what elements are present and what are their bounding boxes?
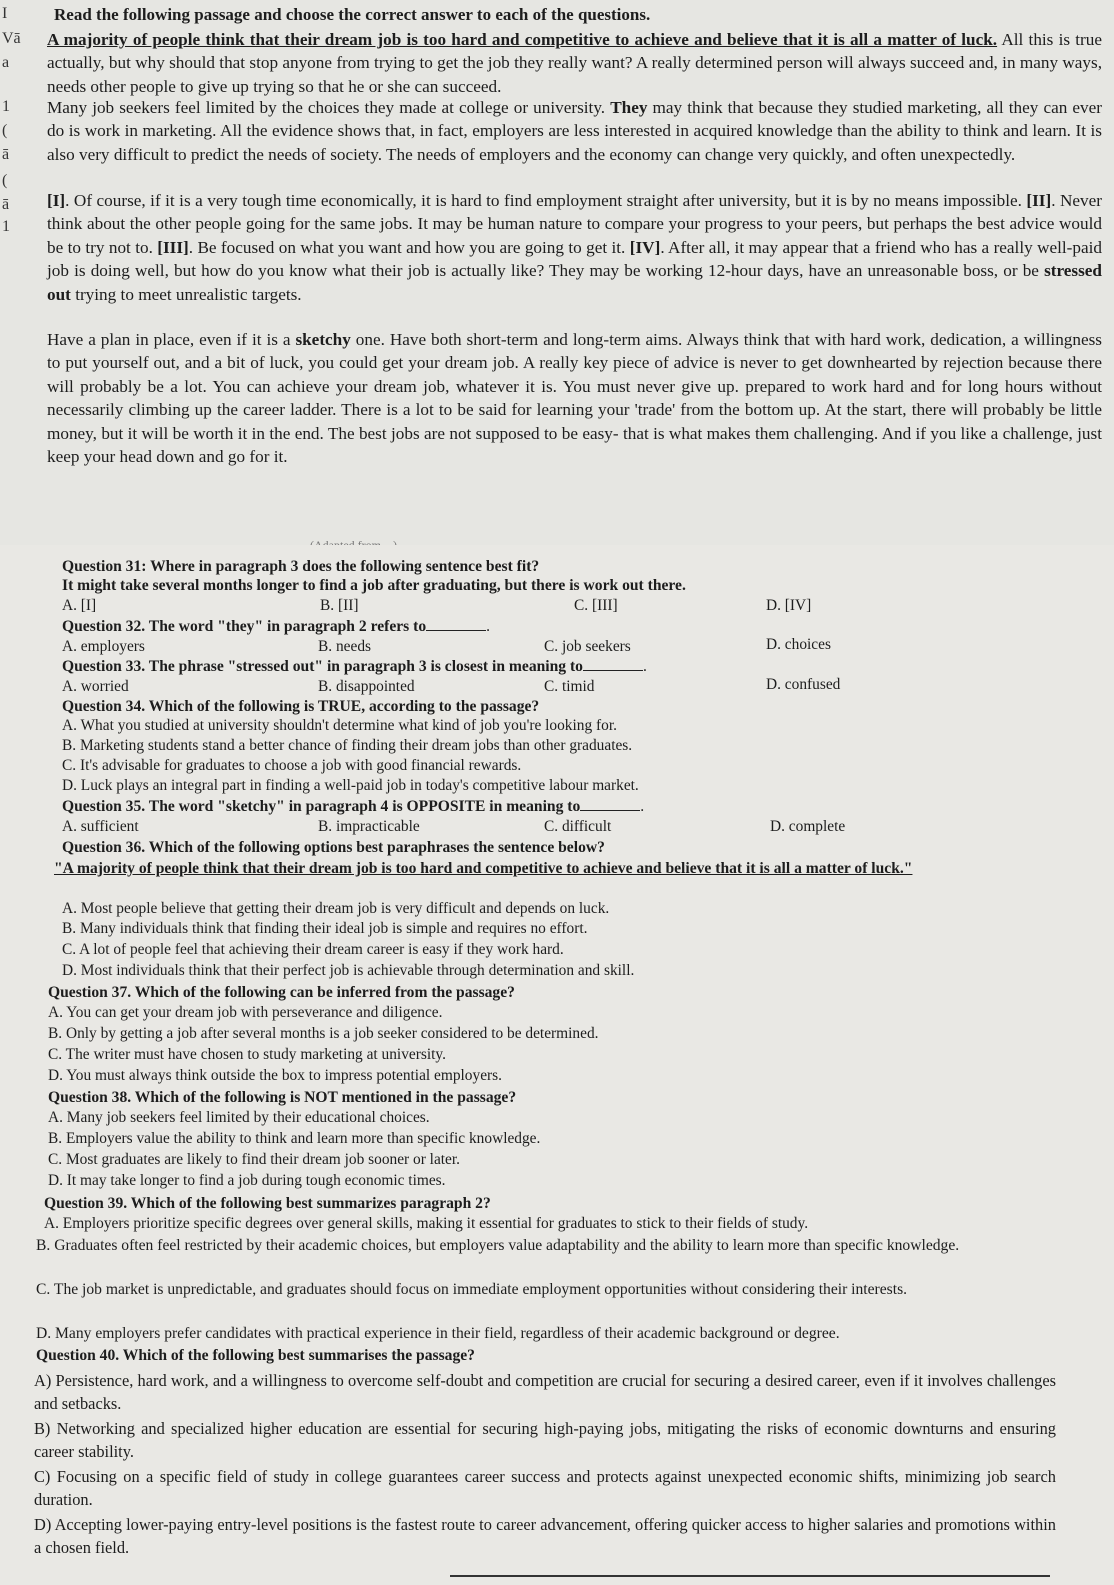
question-35-option-c[interactable]: C. difficult xyxy=(544,818,612,835)
margin-mark: ā xyxy=(2,146,10,163)
question-36-quote: "A majority of people think that their dream job is too hard and competitive to achieve and believe that it is all a matter of luck." xyxy=(54,860,913,877)
question-35-option-d[interactable]: D. complete xyxy=(770,818,846,835)
question-39-stem: Question 39. Which of the following best summarizes paragraph 2? xyxy=(44,1195,491,1212)
bold-phrase-stressed-out: stressed out xyxy=(47,261,1102,304)
question-31-stem: Question 31: Where in paragraph 3 does the following sentence best fit? xyxy=(62,558,540,575)
question-32-option-a[interactable]: A. employers xyxy=(62,638,145,655)
question-36-stem: Question 36. Which of the following options best paraphrases the sentence below? xyxy=(62,839,605,856)
margin-mark: a xyxy=(2,54,10,71)
margin-mark: ā xyxy=(2,196,10,213)
question-32-option-d[interactable]: D. choices xyxy=(766,636,831,653)
question-33-option-a[interactable]: A. worried xyxy=(62,678,129,695)
question-36-option-c[interactable]: C. A lot of people feel that achieving their dream career is easy if they work hard. xyxy=(62,941,564,958)
question-31-option-a[interactable]: A. [I] xyxy=(62,597,97,614)
answer-blank xyxy=(426,618,486,631)
question-35-option-a[interactable]: A. sufficient xyxy=(62,818,139,835)
question-31-option-b[interactable]: B. [II] xyxy=(320,597,359,614)
question-40-option-a[interactable]: A) Persistence, hard work, and a willingness to overcome self-doubt and competition are crucial for securing a desired career, even if it involves challenges and setbacks. xyxy=(34,1371,1056,1413)
question-40-option-c[interactable]: C) Focusing on a specific field of study in college guarantees career success and protects against unexpected economic shifts, minimizing job search duration. xyxy=(34,1467,1056,1509)
underlined-sentence: A majority of people think that their dream job is too hard and competitive to achieve and believe that it is all a matter of luck. xyxy=(47,30,998,49)
question-34-option-a[interactable]: A. What you studied at university shouldn't determine what kind of job you're looking for. xyxy=(62,717,617,734)
question-39-option-a[interactable]: A. Employers prioritize specific degrees over general skills, making it essential for graduates to stick to their fields of study. xyxy=(44,1215,809,1232)
passage-paragraph-4: Have a plan in place, even if it is a sketchy one. Have both short-term and long-term aims. Always think that with hard work, dedication, a willingness to put yourself out, and a bit of luck, you could get your dream job. A really key piece of advice is never to get downhearted by rejection because there will probably be a lot. You can achieve your dream job, whatever it is. You must never give up. prepared to work hard and for long hours without necessarily climbing up the career ladder. There is a lot to be said for learning your 'trade' from the bottom up. At the start, there will probably be little money, but it will be worth it in the end. The best jobs are not supposed to be easy- that is what makes them challenging. And if you like a challenge, just keep your head down and go for it. xyxy=(47,330,1102,467)
answer-blank xyxy=(583,658,643,671)
instructions-heading: Read the following passage and choose the correct answer to each of the questions. xyxy=(54,5,651,24)
question-34-option-d[interactable]: D. Luck plays an integral part in finding a well-paid job in today's competitive labour market. xyxy=(62,777,639,794)
bold-word-sketchy: sketchy xyxy=(295,330,351,349)
margin-mark: 1 xyxy=(2,98,10,115)
question-31-option-d[interactable]: D. [IV] xyxy=(766,597,812,614)
question-35-stem: Question 35. The word "sketchy" in paragraph 4 is OPPOSITE in meaning to . xyxy=(62,798,645,815)
margin-mark: I xyxy=(2,5,8,22)
passage-section xyxy=(0,0,1114,545)
question-37-option-d[interactable]: D. You must always think outside the box to impress potential employers. xyxy=(48,1067,502,1084)
question-34-option-b[interactable]: B. Marketing students stand a better chance of finding their dream jobs than other graduates. xyxy=(62,737,633,754)
question-34-stem: Question 34. Which of the following is TRUE, according to the passage? xyxy=(62,698,540,715)
question-39-option-c[interactable]: C. The job market is unpredictable, and graduates should focus on immediate employment opportunities without considering their interests. xyxy=(36,1281,908,1298)
question-37-stem: Question 37. Which of the following can be inferred from the passage? xyxy=(48,984,515,1001)
bottom-divider xyxy=(450,1575,1050,1577)
question-33-option-d[interactable]: D. confused xyxy=(766,676,841,693)
question-39-option-d[interactable]: D. Many employers prefer candidates with practical experience in their field, regardless of their academic background or degree. xyxy=(36,1325,840,1342)
question-33-option-b[interactable]: B. disappointed xyxy=(318,678,415,695)
question-36-option-d[interactable]: D. Most individuals think that their perfect job is achievable through determination and skill. xyxy=(62,962,635,979)
question-37-option-a[interactable]: A. You can get your dream job with perseverance and diligence. xyxy=(48,1004,443,1021)
passage-paragraph-1: A majority of people think that their dream job is too hard and competitive to achieve and believe that it is all a matter of luck. All this is true actually, but why should that stop anyone from trying to get the job they really want? A really determined person will always succeed and, in many ways, needs other people to give up trying so that he or she can succeed. xyxy=(47,30,1102,96)
question-40-option-b[interactable]: B) Networking and specialized higher education are essential for securing high-paying jobs, mitigating the risks of economic downturns and ensuring career stability. xyxy=(34,1419,1056,1461)
question-39-option-b[interactable]: B. Graduates often feel restricted by their academic choices, but employers value adaptability and the ability to learn more than specific knowledge. xyxy=(36,1237,960,1254)
question-36-option-b[interactable]: B. Many individuals think that finding their ideal job is simple and requires no effort. xyxy=(62,920,588,937)
passage-paragraph-2: Many job seekers feel limited by the choices they made at college or university. They may think that because they studied marketing, all they can ever do is work in marketing. All the evidence shows that, in fact, employers are less interested in acquired knowledge than the ability to think and learn. It is also very difficult to predict the needs of society. The needs of employers and the economy can change very quickly, and often unexpectedly. xyxy=(47,98,1102,164)
question-31-option-c[interactable]: C. [III] xyxy=(574,597,618,614)
question-32-stem: Question 32. The word "they" in paragraph 2 refers to . xyxy=(62,618,491,635)
passage-paragraph-3: [I]. Of course, if it is a very tough time economically, it is hard to find employment straight after university, but it is by no means impossible. [II]. Never think about the other people going for the same jobs. It may be human nature to compare your progress to your peers, but perhaps the best advice would be to try not to. [III]. Be focused on what you want and how you are going to get it. [IV]. After all, it may appear that a friend who has a really well-paid job is doing well, but how do you know what their job is actually like? They may be working 12-hour days, have an unreasonable boss, or be stressed out trying to meet unrealistic targets. xyxy=(47,191,1102,304)
question-38-option-d[interactable]: D. It may take longer to find a job during tough economic times. xyxy=(48,1172,446,1189)
question-37-option-b[interactable]: B. Only by getting a job after several months is a job seeker considered to be determined. xyxy=(48,1025,599,1042)
question-37-option-c[interactable]: C. The writer must have chosen to study marketing at university. xyxy=(48,1046,446,1063)
question-36-option-a[interactable]: A. Most people believe that getting their dream job is very difficult and depends on luck. xyxy=(62,900,610,917)
question-40-stem: Question 40. Which of the following best summarises the passage? xyxy=(36,1347,475,1364)
margin-mark: ( xyxy=(2,122,8,139)
question-34-option-c[interactable]: C. It's advisable for graduates to choose a job with good financial rewards. xyxy=(62,757,522,774)
question-38-option-c[interactable]: C. Most graduates are likely to find their dream job sooner or later. xyxy=(48,1151,461,1168)
question-38-option-a[interactable]: A. Many job seekers feel limited by their educational choices. xyxy=(48,1109,430,1126)
question-32-option-b[interactable]: B. needs xyxy=(318,638,372,655)
question-35-option-b[interactable]: B. impracticable xyxy=(318,818,420,835)
question-40-option-d[interactable]: D) Accepting lower-paying entry-level positions is the fastest route to career advancement, offering quicker access to higher salaries and promotions within a chosen field. xyxy=(34,1515,1056,1557)
question-33-stem: Question 33. The phrase "stressed out" in paragraph 3 is closest in meaning to . xyxy=(62,658,647,675)
question-31-sentence: It might take several months longer to find a job after graduating, but there is work out there. xyxy=(62,577,686,594)
answer-blank xyxy=(580,798,640,811)
question-32-option-c[interactable]: C. job seekers xyxy=(544,638,631,655)
margin-mark: ( xyxy=(2,172,8,189)
margin-mark: 1 xyxy=(2,218,10,235)
bold-word-they: They xyxy=(610,98,648,117)
question-38-option-b[interactable]: B. Employers value the ability to think and learn more than specific knowledge. xyxy=(48,1130,541,1147)
question-33-option-c[interactable]: C. timid xyxy=(544,678,595,695)
margin-mark: Vā xyxy=(2,30,21,47)
question-38-stem: Question 38. Which of the following is NOT mentioned in the passage? xyxy=(48,1089,517,1106)
